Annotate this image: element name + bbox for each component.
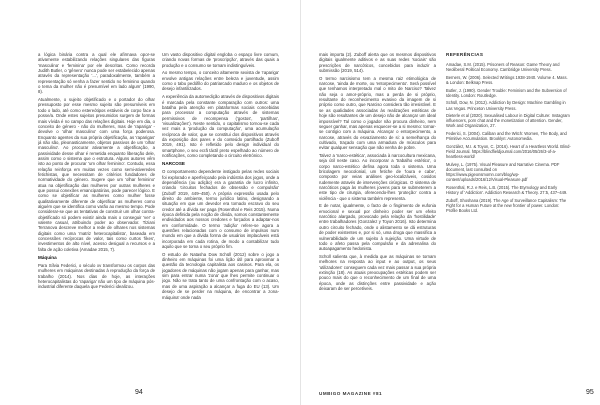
reference-item: Zuboff, Shoshana (2019). The Age of Surveillance Capitalism: The Fight for a Human Future at the new frontier of power. London: Profile Books Ltd. — [446, 197, 567, 213]
reference-item: Mulvey, L. (1975). Visual Pleasure and Narrative Cinema. PDF document, last consulted on https://www.pigeonsmomn.com/blog/wp-content/uploads/2016/12/Visual-Pleasure.pdf — [446, 161, 560, 183]
reference-item: Schüll, Dow, N. (2012). Addiction by Design: Machine Gambling in Las Vegas. Princeton University Press. — [446, 100, 566, 111]
reference-item: González, M.I. & Toyon, C. (2016). Heart of a Heartless World. Blind-Field Journal. https://blindfieldjournal.com/2016/05/26/3-of-a-heartless-world/ — [446, 143, 571, 160]
paragraph: O termo narcisismo tem a mesma raiz etimológica de narcose, 'ainda de morte, ou 'entorpecimento'. Será possível que tenhamos interpretado mal o mito de Narciso? Talvez não seja o amor-próprio, mas a perda de si próprio, resultante do reconhecimento evasivo da imagem de si próprio como outro, que Narciso considera tão irresistível. E se as qualidades associadas às realizações estéticas de hoje são resultantes de um desejo não de alcançar um ideal impossível? Tal como o jogador não procura dinheiro, nem seguer ganhar, mas apenas esquecer-se a si mesmo: tornar-se contígio com a máquina. Alcançar o entorpecimento, a narcose, através do esvaziamento de si: a semelhança do cultivado, traçado com uma armadura de músculos para evitar qualquer sensação que não venha de pobre. — [319, 75, 436, 151]
paragraph: a lógica binária contra a qual ele afirmava opor-se ativamente estabilizando relações singulares das figuras 'masculina' e 'feminina' por ele descritas. Como recorda Judith Butler, o 'gênero' nunca pode ser estabelecido apenas através da representação '...', paradoxalmente, também a representação só venha a fazer sentido no feminino quando o tema da mulher não é presumível em lado algum' (1990, 8). — [38, 52, 155, 95]
paragraph: Para Sílvia Federici, o século xv transformou os corpos das mulheres em máquinas destinadas à reprodução da força de trabalho (2014). Nos dias de hoje, as interações heterocapitalistas do 'rapariga' não um tipo de máquina pós-industrial diferente daquela que Federici idealizou. — [38, 263, 155, 290]
left-page-column-2 — [162, 52, 279, 382]
left-page-column-1 — [38, 52, 155, 382]
running-footer: UMBIGO MAGAZINE #81 — [319, 391, 383, 396]
paragraph: O comportamento dependente instigado pelas redes sociais foi explorado e aperfeiçoado pela indústria dos jogos, onde a dependência (ou adição) era a garantia de lucro infinito, criando 'circuitos fechados de obsessão e compulsão' (Zuboff 2019, 449–450). A própria expressão usada pelo direito do ambiente, termo jurídico latino, designando a situação em que um devedor era tornado escravo do seu credor até a dívida ser paga (Rosenthal e Reis 2015). Numa época definida pela noção de dívida, somos constantemente endividados aos nossos credores e forçados a adaptar-nos em conformidade. O termo 'adição' refere-se agora a questões relacionadas com o consumo de impulsos num mundo em que a divida forma de usuários implacáveis está incorporada em cada rotina, de modo a contabilizar tudo aquilo que se torna o seu próprio fim. — [162, 169, 279, 250]
paragraph: Schüll salienta que, à medida que as máquinas se tornam melhores na resposta ao input e ao output, os seus 'utilizadores' conseguem cada vez mais passar a sua própria extinção (18). As atuais preocupações estéticas podem ser pouco mais do que o reconhecimento de um final de uma época, onde as distinções entre passividade e ação deixaram de ser percetíveis. — [319, 253, 436, 291]
paragraph: Talvez a 'narco-estética', associada à narcocultura mexicana, seja útil neste caso. Ao incorporar a 'trabalho estético', o corpo narco-estético defina agora toda o sistema. Uma bricolagem neocolonial, um fetiche de 'loura e cabe', composto por veias análises geo-localizáveis, cosidos rudemente através de intervenções cirúrgicas. O sistema de narcóticos paga às mulheres jovens para se submeterem a este tipo de cirurgia, oferecendo-lhes 'proteção' contra a violência - que o sistema também representa. — [319, 152, 436, 201]
right-page-column-1 — [319, 52, 436, 382]
paragraph: mais importa (2). Zuboff alerta que os mesmos dispositivos digitais igualmente aditivos e as suas redes 'sociais' são prescrições de narcóticos, concebidos para induzir a submissão (2019, 514). — [319, 52, 436, 74]
paragraph: O estudo de Natasha Dow Schüll (2012) sobre o jogo a dinheiro em máquinas foi uma lição útil para aproximar a questão da tecnologia capitalista aos casinos. Para ela, os jogadores de máquinas não jogam apenas para ganhar, mas sim para entrar numa 'zona' que lhes permite continuar o jogo. Não se trata tanto de uma confrontação com o acaso, mas de uma aspiração a alcançar a fuga do EU (13). Um desejo de se perder na máquina, de encontrar a zona-máquina' onde nada — [162, 251, 279, 300]
paragraph: E de notar, igualmente, o facto de o fingimento de eufonia emocional e sexual por dinheiro poder ser um efeito narcótico alargado, provocado pela relação da 'hostilidade' entre trabalhadores (Gonzalez y Toyon 2016). Isto determina outro circuito fechado, onde o alistamento se dá estruturas de poder existentes e, por si só, uma droga que massifica a vulnerabilidade de um sujeito à sujeição. Uma virtude de todo o afeto passa pela compulsão e da adrenalina do autoapagamento hedonista. — [319, 203, 436, 252]
reference-item: Amadae, S.M. (2015). Prisoners of Reason: Game Theory and Neoliberal Political Economy. Cambridge University Press. — [446, 62, 560, 73]
reference-item: Berners, W. (2006). Selected Writings 1938-1940. Volume 4. Mass. & London: Belknap Press. — [446, 74, 568, 85]
page-number-right: 95 — [586, 389, 594, 396]
reference-item: Rosenthal, R.J. e Reis, L.B. (2015). The Etymology and Early History of 'Addiction'. Addiction Research & Theory. 27:5, 437–449. — [446, 184, 568, 195]
paragraph: Atualmente, o sujeito objetificado e o portador do olhar pressuposto por esse mesmo sujeito são presumíveis em todo o lado, até como estereótipos estáveis de corpo face a posse/a. Onde estes sujeitos presumidos surgem de formas mais vívida é no campo das relações digitais. Hoje em dia, o conceito de género - não do mulheres, mas de 'rapariga' - devolve o 'olhar masculino' com uma força poderosa. Enquanto agentes da sua própria objetificação, as 'raparigas' já não são, pleonasticamente, objetos passivos de um 'olhar masculino'. Ao procurar ativamente a objetificação, a passividade desse olhar é remetida enquanto liberação dele, assim como o sistema que o estrutura. Alguns autores vêm isto ao ponto de procurar 'um olhar feminino'. Contudo, essa relação reinforça em muitas vezes como semi-ativeredes fetichistas, que necessitam de critérios fundadores de normatividade do género. Sugere que um 'olhar feminino' atua na objetificação das mulheres por outras mulheres e que possui conexões emancipatórias, pode parecer lógico. E como se objetificar as mulheres como mulher fosse qualitativamente diferente de objetificar as mulheres como alguém que se identifica como varão ao mesmo tempo. Pode considerar-se que as tentativas de construir um olhar contra-objetificado só podem existir ainda mais o conseguir 'ver' o valente casual, atribuindo poder ao observador. Tiziani Terranova descreve melhor a rede de olhares nos sistemas digitais como uma 'matriz heterocapitalista', baseada em concessões recíprocas de valor, tais como curtos 'likes', investimentos de alto nível, acesso desigual a recursos e a falta de ação coletiva (Amadae 2015, 7). — [38, 97, 155, 252]
reference-item: Butler, J. (1990). Gender Trouble: Feminism and the Subversion of Identity. London: Routledge. — [446, 87, 567, 98]
references-heading: REFERÊNCIAS — [446, 52, 484, 57]
paragraph: A experiência da automedição através de dispositivos digitais é marcada pela constante comparação com outros: uma batalha pela atenção em plataformas sociais concebidas para processar a computação através de sistemas permissivos de recompensa ('gostos', 'partilhas', 'visualizações'). Neste sentido, o capitalismo tornou-se cada vez mais a 'produção da computação', uma acumulação recíproca de valor, que se constitui dos dispositivos através da exposição dos pares e do conteúdo partilhado (Zuboff 2019, 491). Isto é refletido pelo design individual do smartphone, o seu ecrã táctil preto espelhado ao número de notificações, como completando o circuito eletrónico. — [162, 94, 279, 158]
right-page — [300, 0, 600, 405]
references-column — [446, 52, 571, 382]
page-number-left: 94 — [135, 389, 143, 396]
section-heading-maquina: Máquina — [38, 254, 57, 260]
reference-item: Federici, S. (2004). Caliban and the Witch: Women, The Body, and Primitive Accumulation. Brooklyn: Autonomedia. — [446, 131, 567, 142]
reference-item: Dieterle et al (2020). Sexualised Labour in Digital Culture: Instagram influencers, porn chat and the monetization of attention. Gender, Work and Organization, 27. — [446, 113, 570, 129]
paragraph: Ao mesmo tempo, o conceito altamente sexista de 'rapariga' envolve antigas relações entre beleza e juventude, assim como o tabu pedófilo do patriarcado maduro e os objetos de desejo infantilizados. — [162, 70, 279, 92]
paragraph: Um vasto dispositivo digital engloba o espaço livre comum, criando novas formas de 'proscripção', através das quais a produção e o consumo se tornam indistinguíveis. — [162, 52, 279, 68]
section-heading-narcose: NARCOSE — [162, 160, 185, 166]
